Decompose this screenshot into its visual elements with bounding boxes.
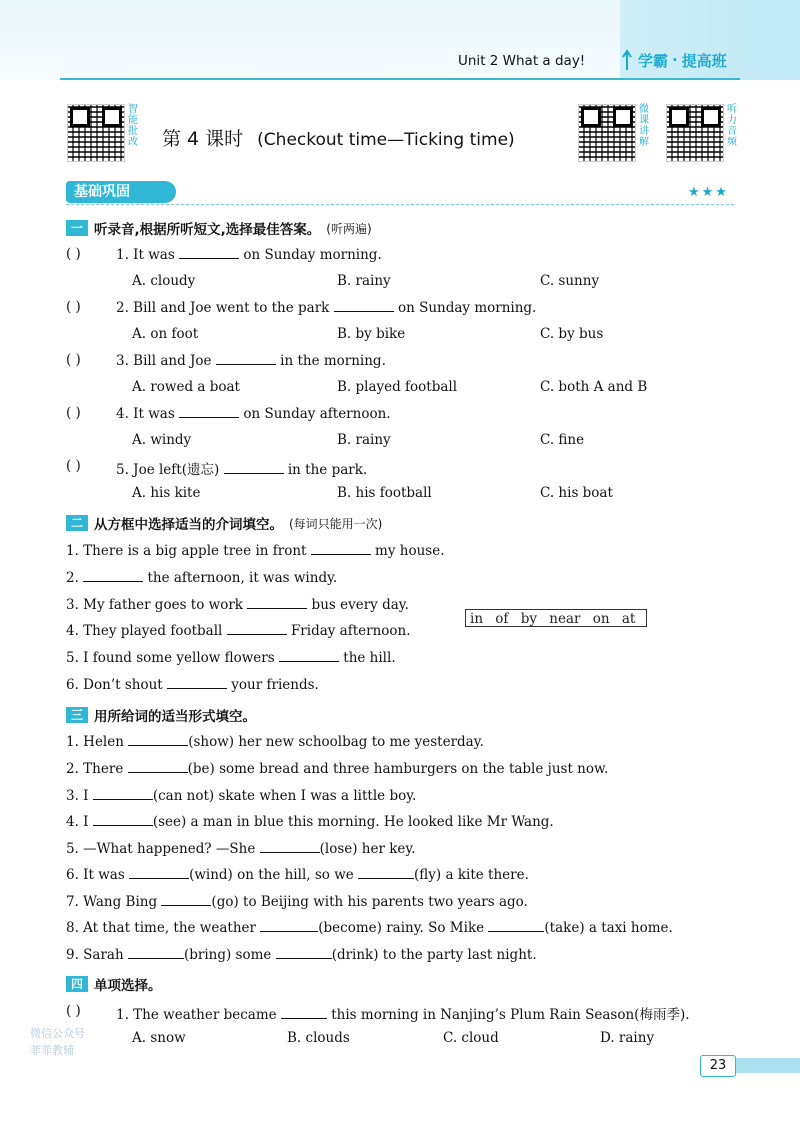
page-number-bar [734,1058,800,1073]
option[interactable]: B. his football [337,485,432,501]
question-stem [116,405,391,422]
stem-text: 3. Bill and Joe [116,353,212,369]
fill-question: 2. the afternoon, it was windy. [66,570,338,586]
answer-blank[interactable] [260,919,318,932]
option[interactable]: C. his boat [540,485,613,501]
stem-text: on Sunday morning. [243,247,382,263]
lesson-number: 第 4 课时 [162,128,244,150]
stem-text: 5. Joe left(遗忘) [116,462,220,478]
stem-text: 1. It was [116,247,175,263]
part-number: 三 [66,707,88,723]
part-number: 一 [66,220,88,236]
question-stem: 1. The weather became this morning in Nanjing’s Plum Rain Season(梅雨季). [116,1007,690,1023]
option[interactable]: A. cloudy [132,273,196,289]
part-title: 听录音,根据所听短文,选择最佳答案。 [94,222,321,238]
brand [620,47,727,73]
answer-paren[interactable]: ( ) [66,246,81,262]
fill-question: 8. At that time, the weather (become) rainy. So Mike (take) a taxi home. [66,920,673,936]
qr-code-icon[interactable] [578,104,636,162]
brand-suffix: 提高班 [681,51,727,70]
answer-paren[interactable]: ( ) [66,1003,81,1019]
answer-blank[interactable] [179,405,239,418]
question [66,458,81,474]
stem-text: in the park. [287,462,368,478]
answer-blank[interactable] [247,596,307,609]
brand-arrow-icon [620,49,634,71]
part-title: 用所给词的适当形式填空。 [94,709,256,725]
option[interactable]: C. both A and B [540,379,648,395]
option[interactable]: B. rainy [337,273,391,289]
question-stem [116,352,386,369]
answer-blank[interactable] [281,1006,327,1019]
part-heading [66,975,162,993]
fill-question: 6. It was (wind) on the hill, so we (fly) a kite there. [66,867,529,883]
stem-text: on Sunday afternoon. [243,406,391,422]
answer-blank[interactable] [276,946,332,959]
answer-paren[interactable]: ( ) [66,458,81,474]
fill-question: 5. I found some yellow flowers the hill. [66,650,396,666]
answer-blank[interactable] [128,946,184,959]
fill-question: 2. There (be) some bread and three hamburgers on the table just now. [66,761,609,777]
option[interactable]: C. cloud [443,1030,499,1046]
option[interactable]: C. by bus [540,326,604,342]
qr-label: 智能批改 [128,104,138,148]
option[interactable]: B. by bike [337,326,406,342]
question-stem [116,458,367,478]
qr-code-icon[interactable] [666,104,724,162]
part-title: 单项选择。 [94,978,162,994]
option[interactable]: A. on foot [132,326,199,342]
answer-blank[interactable] [216,352,276,365]
option[interactable]: D. rainy [600,1030,655,1046]
watermark [30,1025,85,1059]
brand-separator: · [672,51,678,69]
fill-question: 9. Sarah (bring) some (drink) to the party last night. [66,947,537,963]
option[interactable]: A. snow [132,1030,186,1046]
qr-label: 微课讲解 [639,104,649,148]
fill-question: 1. There is a big apple tree in front my house. [66,543,445,559]
option[interactable]: B. rainy [337,432,391,448]
question [66,246,81,262]
fill-question: 6. Don’t shout your friends. [66,677,319,693]
answer-blank[interactable] [128,760,188,773]
answer-blank[interactable] [129,866,189,879]
fill-question: 3. My father goes to work bus every day. [66,597,409,613]
answer-blank[interactable] [334,299,394,312]
answer-blank[interactable] [358,866,414,879]
part-heading [66,514,382,532]
watermark-line: 菲菲教辅 [30,1044,74,1057]
header-rule [60,78,740,80]
fill-question: 5. —What happened? —She (lose) her key. [66,841,416,857]
option[interactable]: C. sunny [540,273,600,289]
difficulty-stars: ★★★ [688,185,729,200]
question-stem [116,299,536,316]
answer-blank[interactable] [167,676,227,689]
question [66,405,81,421]
part-title: 从方框中选择适当的介词填空。 [94,517,283,533]
answer-blank[interactable] [488,919,544,932]
qr-code-icon[interactable] [67,104,125,162]
question-stem [116,246,382,263]
stem-text: 2. Bill and Joe went to the park [116,300,330,316]
option[interactable]: B. played football [337,379,458,395]
question [66,299,81,315]
answer-blank[interactable] [83,569,143,582]
fill-question: 4. They played football Friday afternoon. [66,623,411,639]
answer-paren[interactable]: ( ) [66,405,81,421]
part-heading [66,219,372,237]
answer-paren[interactable]: ( ) [66,352,81,368]
watermark-line: 微信公众号 [30,1027,85,1040]
stem-text: 4. It was [116,406,175,422]
qr-label: 听力音频 [727,104,737,148]
section-divider [66,204,734,205]
part-heading [66,706,256,724]
answer-blank[interactable] [311,542,371,555]
part-number: 二 [66,515,88,531]
answer-blank[interactable] [128,733,188,746]
answer-blank[interactable] [260,840,320,853]
answer-blank[interactable] [279,649,339,662]
answer-blank[interactable] [93,813,153,826]
stem-text: on Sunday morning. [397,300,537,316]
answer-blank[interactable] [224,461,284,474]
option[interactable]: A. his kite [132,485,201,501]
page-number: 23 [700,1055,736,1077]
part-note: (听两遍) [326,221,372,236]
question [66,352,81,368]
fill-question: 4. I (see) a man in blue this morning. He looked like Mr Wang. [66,814,554,830]
option[interactable]: C. fine [540,432,585,448]
answer-blank[interactable] [227,622,287,635]
question [66,1003,81,1019]
answer-blank[interactable] [93,787,153,800]
section-banner: 基础巩固 [66,181,176,203]
fill-question: 1. Helen (show) her new schoolbag to me yesterday. [66,734,484,750]
part-number: 四 [66,976,88,992]
option[interactable]: A. windy [132,432,192,448]
option[interactable]: A. rowed a boat [132,379,240,395]
option[interactable]: B. clouds [287,1030,350,1046]
pencil-icon: ✎ [162,182,176,201]
fill-question: 3. I (can not) skate when I was a little boy. [66,788,417,804]
answer-paren[interactable]: ( ) [66,299,81,315]
word-box: in of by near on at [465,609,647,627]
answer-blank[interactable] [161,893,211,906]
brand-name: 学霸 [638,51,669,70]
fill-question: 7. Wang Bing (go) to Beijing with his parents two years ago. [66,894,528,910]
part-note: (每词只能用一次) [289,516,383,531]
lesson-title [162,124,515,151]
answer-blank[interactable] [179,246,239,259]
lesson-subtitle: (Checkout time—Ticking time) [257,130,515,150]
stem-text: in the morning. [280,353,386,369]
unit-title: Unit 2 What a day! [458,53,586,69]
